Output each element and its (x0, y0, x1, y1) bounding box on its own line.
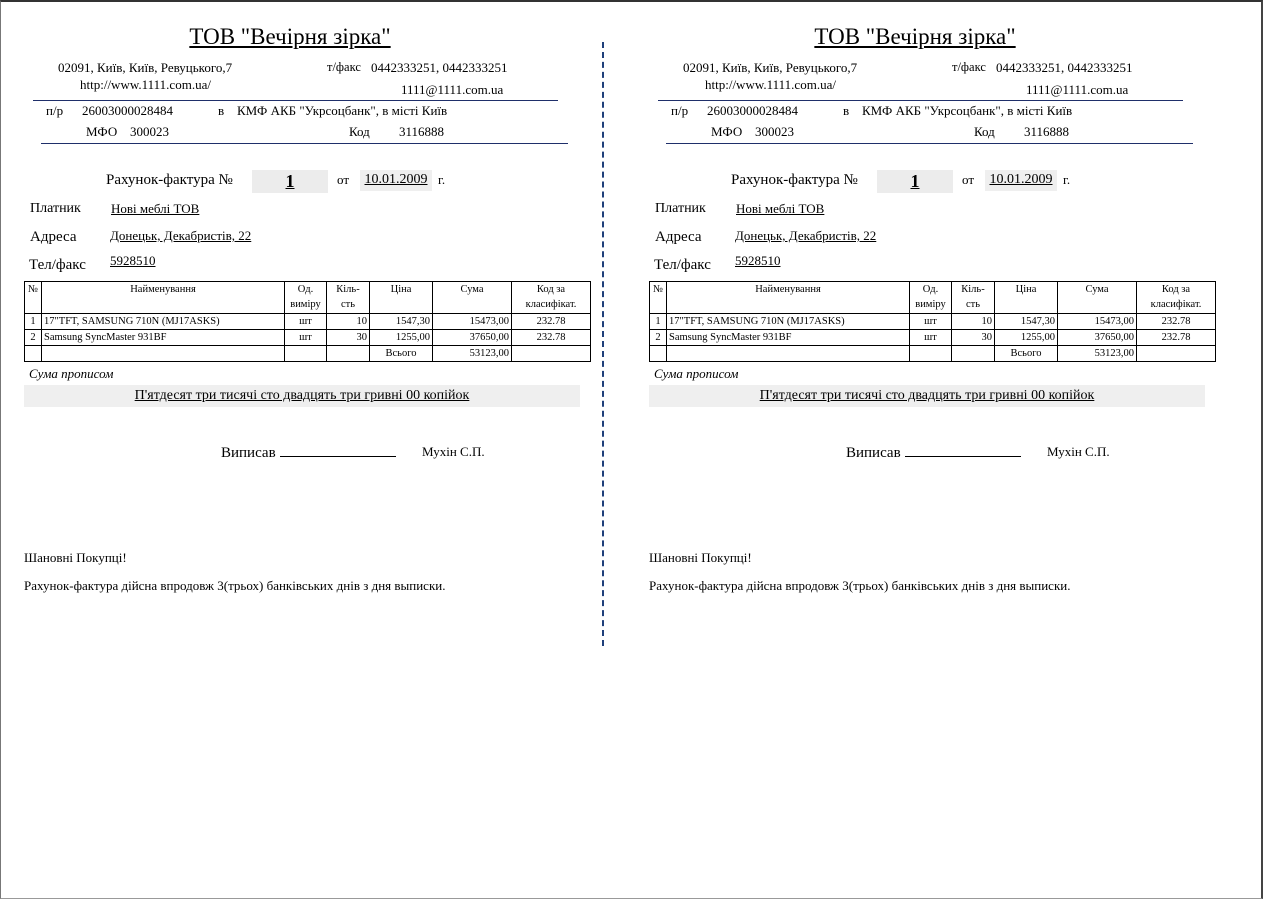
company-email[interactable]: 1111@1111.com.ua (1026, 82, 1129, 97)
account-value: 26003000028484 (82, 103, 173, 118)
phone-label: Тел/факс (654, 257, 711, 273)
invoice-date: 10.01.2009 (989, 172, 1053, 187)
sum-words-label: Сума прописом (29, 366, 114, 381)
sum-words-bar (649, 385, 1205, 407)
address-value: Донецьк, Декабристів, 22 (735, 228, 877, 243)
cell-number: 1 (25, 314, 42, 330)
mfo-label: МФО (711, 124, 743, 139)
col-header-price: Ціна (995, 282, 1058, 314)
cell-empty (667, 346, 910, 362)
cell-empty (1137, 346, 1216, 362)
col-header-code: Код за класифікат. (1137, 282, 1216, 314)
date-prefix: от (337, 172, 350, 187)
fax-value: 0442333251, 0442333251 (996, 60, 1133, 75)
date-suffix: г. (438, 172, 446, 187)
account-label: п/р (46, 103, 64, 118)
cell-number: 2 (25, 330, 42, 346)
cell-sum: 15473,00 (1058, 314, 1137, 330)
cell-name: Samsung SyncMaster 931BF (667, 330, 910, 346)
col-header-unit: Од. виміру (910, 282, 952, 314)
mfo-value: 300023 (755, 124, 794, 139)
cell-name: 17"TFT, SAMSUNG 710N (MJ17ASKS) (42, 314, 285, 330)
cell-unit: шт (910, 330, 952, 346)
cell-number: 2 (650, 330, 667, 346)
cell-empty (650, 346, 667, 362)
signature-line (280, 444, 396, 457)
sum-words: П'ятдесят три тисячі сто двадцять три гривні 00 копійок (759, 388, 1095, 403)
table-row (25, 314, 591, 330)
invoice-title: Рахунок-фактура № (731, 172, 858, 188)
code-label: Код (974, 124, 995, 139)
items-table (24, 281, 591, 362)
total-value: 53123,00 (1058, 346, 1137, 362)
cell-unit: шт (285, 314, 327, 330)
account-label: п/р (671, 103, 689, 118)
cell-price: 1547,30 (995, 314, 1058, 330)
col-header-qty: Кіль- сть (952, 282, 995, 314)
col-header-price: Ціна (370, 282, 433, 314)
company-address: 02091, Київ, Київ, Ревуцького,7 (58, 60, 233, 75)
address-label: Адреса (30, 229, 77, 245)
issuer-name: Мухін С.П. (1047, 444, 1110, 459)
issued-label: Виписав (846, 445, 901, 461)
items-table (649, 281, 1216, 362)
issued-by (221, 444, 396, 462)
cell-sum: 37650,00 (433, 330, 512, 346)
payer-label: Платник (30, 201, 81, 216)
invoice-date: 10.01.2009 (364, 172, 428, 187)
code-label: Код (349, 124, 370, 139)
cell-code: 232.78 (1137, 330, 1216, 346)
company-name: ТОВ "Вечірня зірка" (814, 24, 1016, 49)
header-rule (33, 100, 558, 101)
bank-name: КМФ АКБ "Укрсоцбанк", в місті Київ (862, 103, 1073, 118)
total-label: Всього (370, 346, 433, 362)
fax-value: 0442333251, 0442333251 (371, 60, 508, 75)
col-header-name: Найменування (42, 282, 285, 314)
address-label: Адреса (655, 229, 702, 245)
invoice-copy-left (0, 0, 600, 640)
cell-number: 1 (650, 314, 667, 330)
fax-label: т/факс (952, 60, 986, 74)
cell-qty: 30 (952, 330, 995, 346)
col-header-number: № (650, 282, 667, 314)
cell-empty (327, 346, 370, 362)
cell-code: 232.78 (512, 330, 591, 346)
issued-label: Виписав (221, 445, 276, 461)
cut-line (602, 42, 604, 646)
col-header-unit: Од. виміру (285, 282, 327, 314)
invoice-number: 1 (285, 171, 295, 191)
cell-code: 232.78 (512, 314, 591, 330)
mfo-value: 300023 (130, 124, 169, 139)
cell-qty: 10 (327, 314, 370, 330)
cell-sum: 37650,00 (1058, 330, 1137, 346)
bank-rule (41, 143, 568, 144)
cell-code: 232.78 (1137, 314, 1216, 330)
col-header-qty: Кіль- сть (327, 282, 370, 314)
payer-value: Нові меблі ТОВ (736, 201, 825, 216)
account-value: 26003000028484 (707, 103, 798, 118)
greeting: Шановні Покупці! (649, 550, 752, 565)
col-header-number: № (25, 282, 42, 314)
sum-words: П'ятдесят три тисячі сто двадцять три гривні 00 копійок (134, 388, 470, 403)
table-header-row (650, 282, 1216, 314)
date-prefix: от (962, 172, 975, 187)
company-address: 02091, Київ, Київ, Ревуцького,7 (683, 60, 858, 75)
header-rule (658, 100, 1183, 101)
table-total-row (25, 346, 591, 362)
company-name: ТОВ "Вечірня зірка" (189, 24, 391, 49)
invoice-date-box (985, 170, 1057, 191)
invoice-number-box (877, 170, 953, 193)
cell-price: 1255,00 (370, 330, 433, 346)
cell-price: 1547,30 (370, 314, 433, 330)
bank-prep: в (218, 103, 225, 118)
mfo-label: МФО (86, 124, 118, 139)
greeting: Шановні Покупці! (24, 550, 127, 565)
company-website[interactable]: http://www.1111.com.ua/ (705, 77, 836, 92)
cell-empty (512, 346, 591, 362)
payer-label: Платник (655, 201, 706, 216)
bank-name: КМФ АКБ "Укрсоцбанк", в місті Київ (237, 103, 448, 118)
invoice-copy-right (625, 0, 1225, 640)
col-header-code: Код за класифікат. (512, 282, 591, 314)
table-total-row (650, 346, 1216, 362)
issuer-name: Мухін С.П. (422, 444, 485, 459)
col-header-sum: Сума (1058, 282, 1137, 314)
payer-value: Нові меблі ТОВ (111, 201, 200, 216)
invoice-title: Рахунок-фактура № (106, 172, 233, 188)
signature-line (905, 444, 1021, 457)
sum-words-bar (24, 385, 580, 407)
company-website[interactable]: http://www.1111.com.ua/ (80, 77, 211, 92)
date-suffix: г. (1063, 172, 1071, 187)
cell-name: Samsung SyncMaster 931BF (42, 330, 285, 346)
cell-unit: шт (285, 330, 327, 346)
bank-prep: в (843, 103, 850, 118)
cell-empty (910, 346, 952, 362)
validity-note: Рахунок-фактура дійсна впродовж 3(трьох) банківських днів з дня выписки. (649, 578, 1071, 593)
total-value: 53123,00 (433, 346, 512, 362)
company-email[interactable]: 1111@1111.com.ua (401, 82, 504, 97)
phone-value: 5928510 (735, 253, 781, 268)
cell-qty: 10 (952, 314, 995, 330)
col-header-name: Найменування (667, 282, 910, 314)
total-label: Всього (995, 346, 1058, 362)
code-value: 3116888 (399, 124, 445, 139)
table-row (650, 330, 1216, 346)
sum-words-label: Сума прописом (654, 366, 739, 381)
table-row (650, 314, 1216, 330)
code-value: 3116888 (1024, 124, 1070, 139)
invoice-date-box (360, 170, 432, 191)
cell-qty: 30 (327, 330, 370, 346)
table-header-row (25, 282, 591, 314)
cell-unit: шт (910, 314, 952, 330)
cell-empty (285, 346, 327, 362)
cell-price: 1255,00 (995, 330, 1058, 346)
cell-empty (42, 346, 285, 362)
col-header-sum: Сума (433, 282, 512, 314)
cell-empty (952, 346, 995, 362)
issued-by (846, 444, 1021, 462)
address-value: Донецьк, Декабристів, 22 (110, 228, 252, 243)
phone-value: 5928510 (110, 253, 156, 268)
cell-empty (25, 346, 42, 362)
table-row (25, 330, 591, 346)
validity-note: Рахунок-фактура дійсна впродовж 3(трьох) банківських днів з дня выписки. (24, 578, 446, 593)
bank-rule (666, 143, 1193, 144)
invoice-number: 1 (910, 171, 920, 191)
cell-name: 17"TFT, SAMSUNG 710N (MJ17ASKS) (667, 314, 910, 330)
phone-label: Тел/факс (29, 257, 86, 273)
fax-label: т/факс (327, 60, 361, 74)
invoice-number-box (252, 170, 328, 193)
cell-sum: 15473,00 (433, 314, 512, 330)
